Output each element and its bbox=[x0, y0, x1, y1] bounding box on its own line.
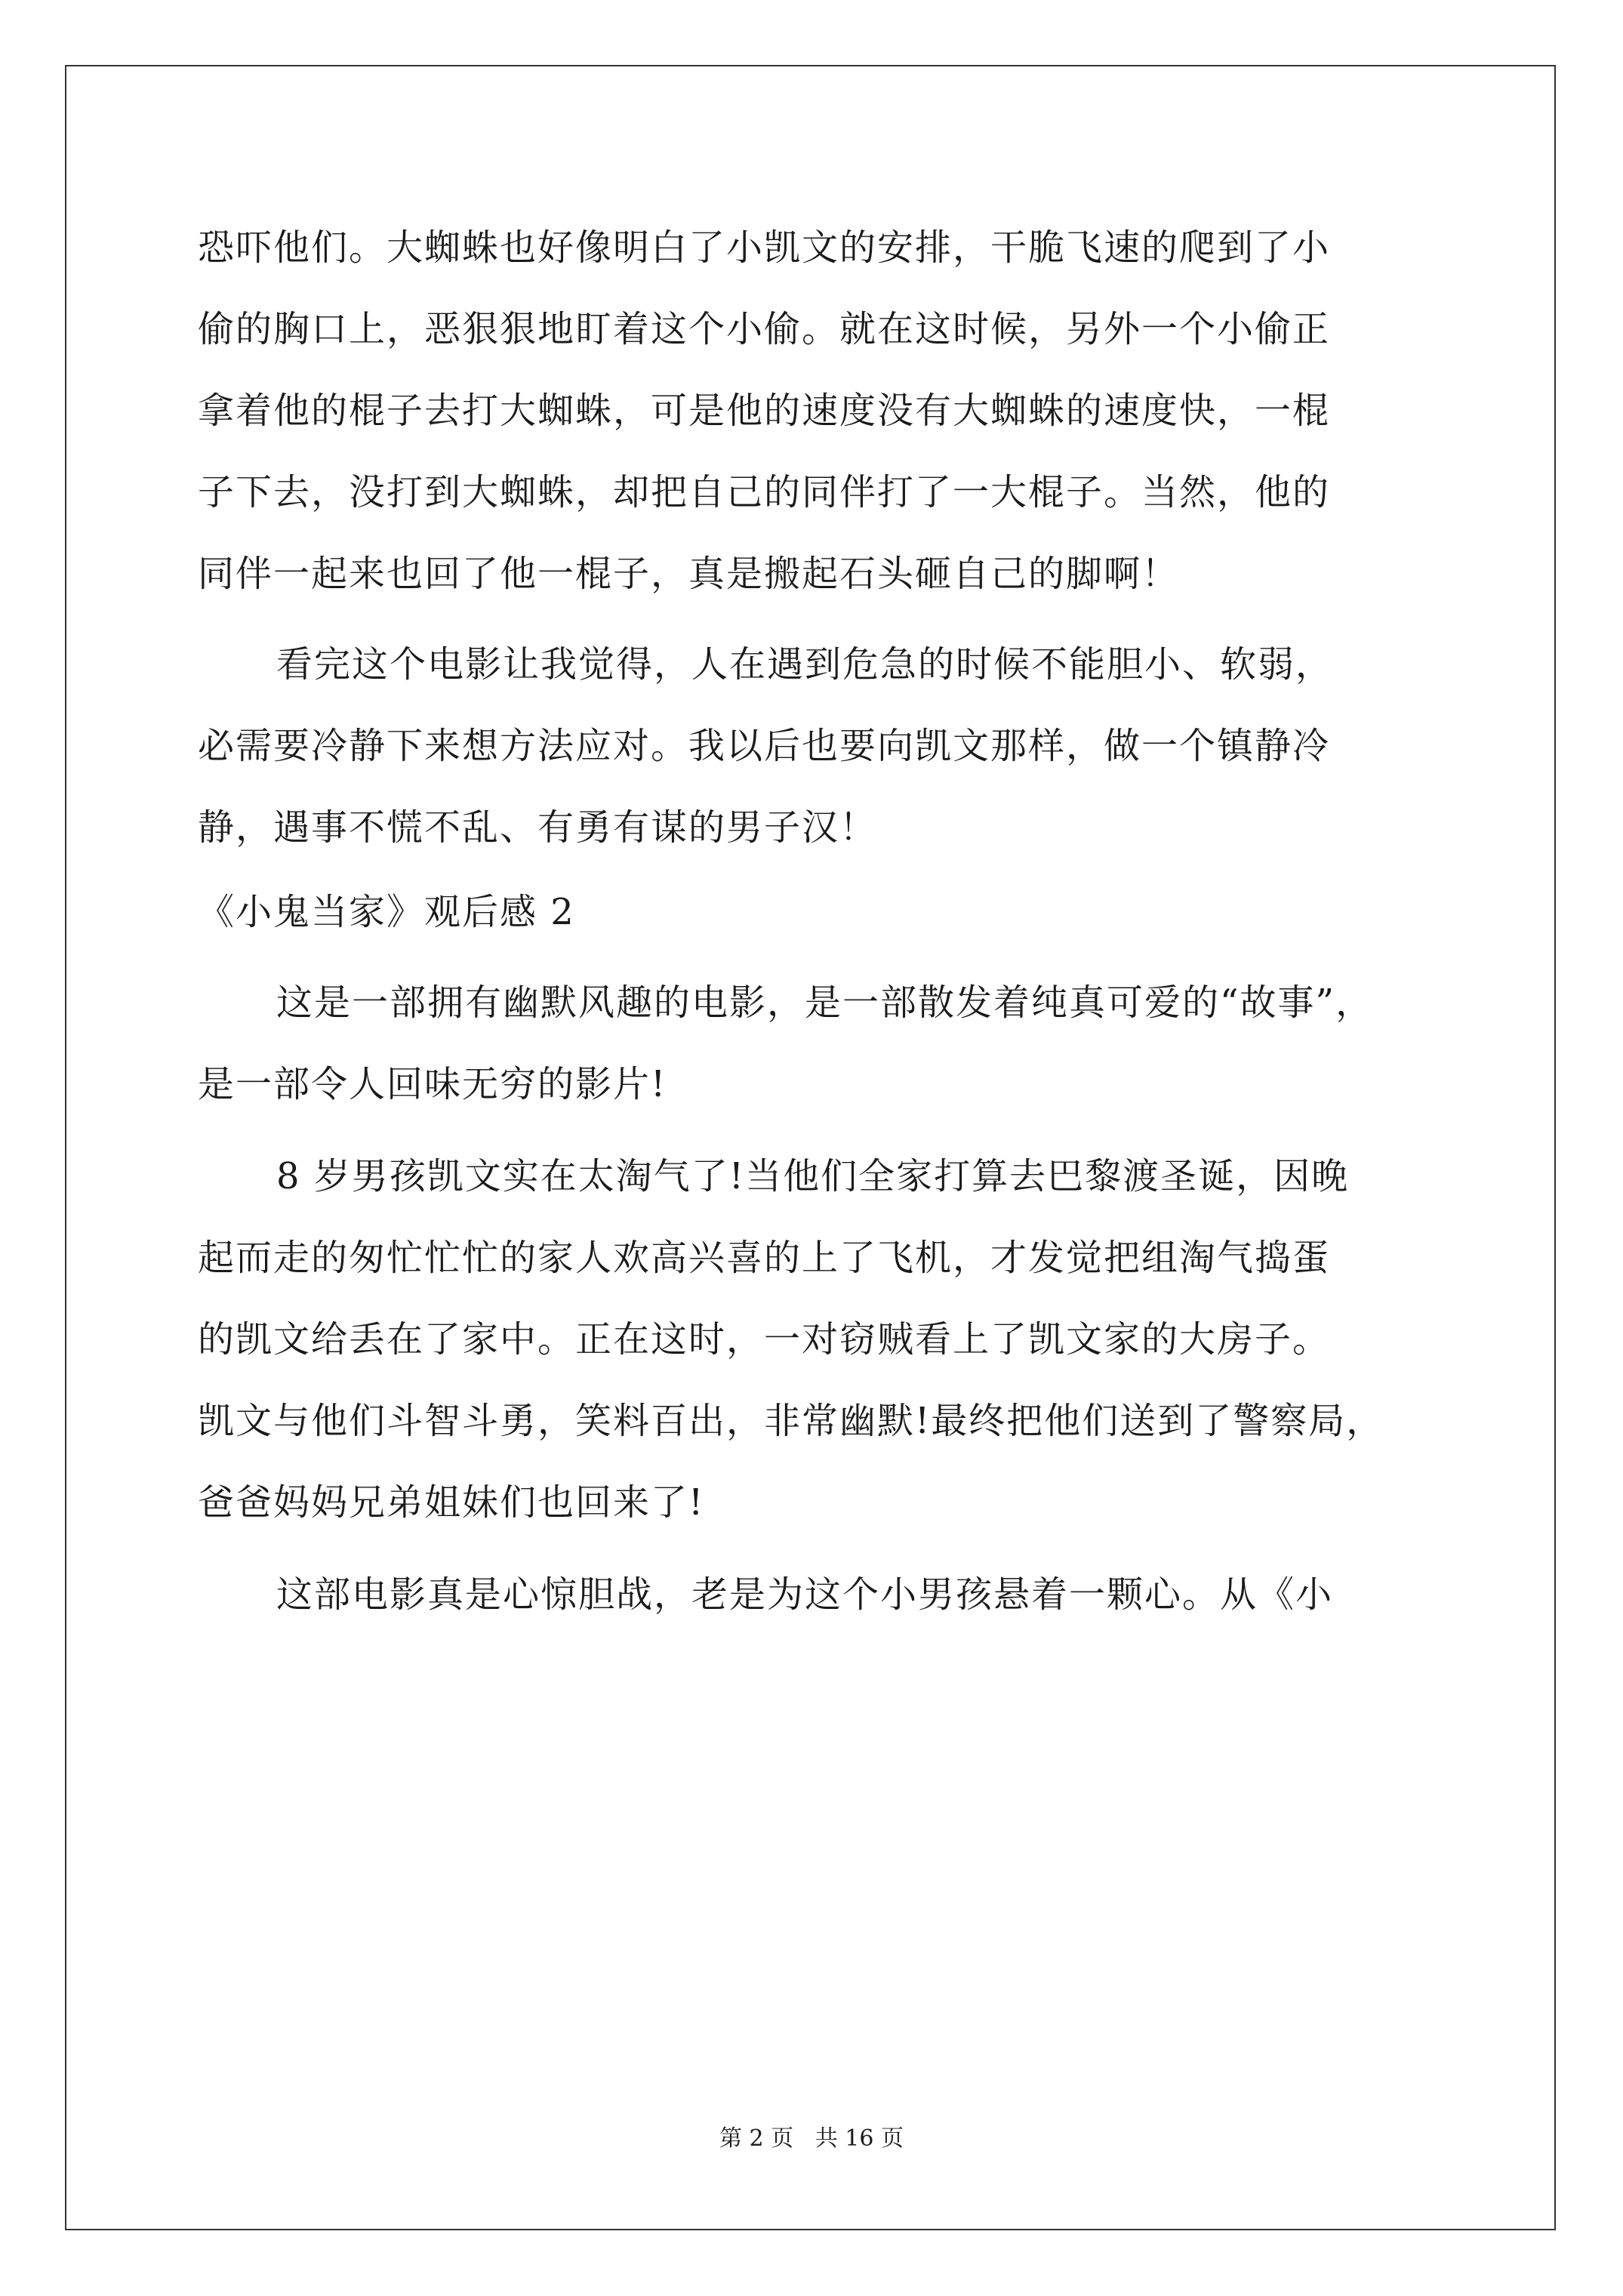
text-line: 起而走的匆忙忙忙的家人欢高兴喜的上了飞机，才发觉把组淘气捣蛋 bbox=[198, 1237, 1331, 1279]
page-number: 第 2 页 共 16 页 bbox=[719, 2125, 904, 2152]
text-line: 偷的胸口上，恶狠狠地盯着这个小偷。就在这时候，另外一个小偷正 bbox=[198, 308, 1331, 350]
text-line: 拿着他的棍子去打大蜘蛛，可是他的速度没有大蜘蛛的速度快，一棍 bbox=[198, 390, 1331, 432]
paragraph-start: 8 岁男孩凯文实在太淘气了!当他们全家打算去巴黎渡圣诞，因晚 bbox=[276, 1155, 1350, 1197]
section-heading: 《小鬼当家》观后感 2 bbox=[198, 891, 575, 933]
text-line: 凯文与他们斗智斗勇，笑料百出，非常幽默!最终把他们送到了警察局， bbox=[198, 1400, 1384, 1442]
text-line: 的凯文给丢在了家中。正在这时，一对窃贼看上了凯文家的大房子。 bbox=[198, 1318, 1331, 1361]
text-line: 同伴一起来也回了他一棍子，真是搬起石头砸自己的脚啊！ bbox=[198, 553, 1180, 595]
text-line: 静，遇事不慌不乱、有勇有谋的男子汉！ bbox=[198, 806, 878, 849]
text-line: 恐吓他们。大蜘蛛也好像明白了小凯文的安排，干脆飞速的爬到了小 bbox=[198, 227, 1331, 269]
text-line: 必需要冷静下来想方法应对。我以后也要向凯文那样，做一个镇静冷 bbox=[198, 725, 1331, 767]
text-line: 是一部令人回味无穷的影片! bbox=[198, 1063, 667, 1105]
paragraph-start: 这是一部拥有幽默风趣的电影，是一部散发着纯真可爱的“故事”， bbox=[276, 982, 1374, 1024]
paragraph-start: 看完这个电影让我觉得，人在遇到危急的时候不能胆小、软弱， bbox=[276, 643, 1334, 686]
text-line: 爸爸妈妈兄弟姐妹们也回来了! bbox=[198, 1481, 705, 1524]
text-line: 子下去，没打到大蜘蛛，却把自己的同伴打了一大棍子。当然，他的 bbox=[198, 471, 1331, 513]
paragraph-start: 这部电影真是心惊胆战，老是为这个小男孩悬着一颗心。从《小 bbox=[276, 1573, 1334, 1616]
